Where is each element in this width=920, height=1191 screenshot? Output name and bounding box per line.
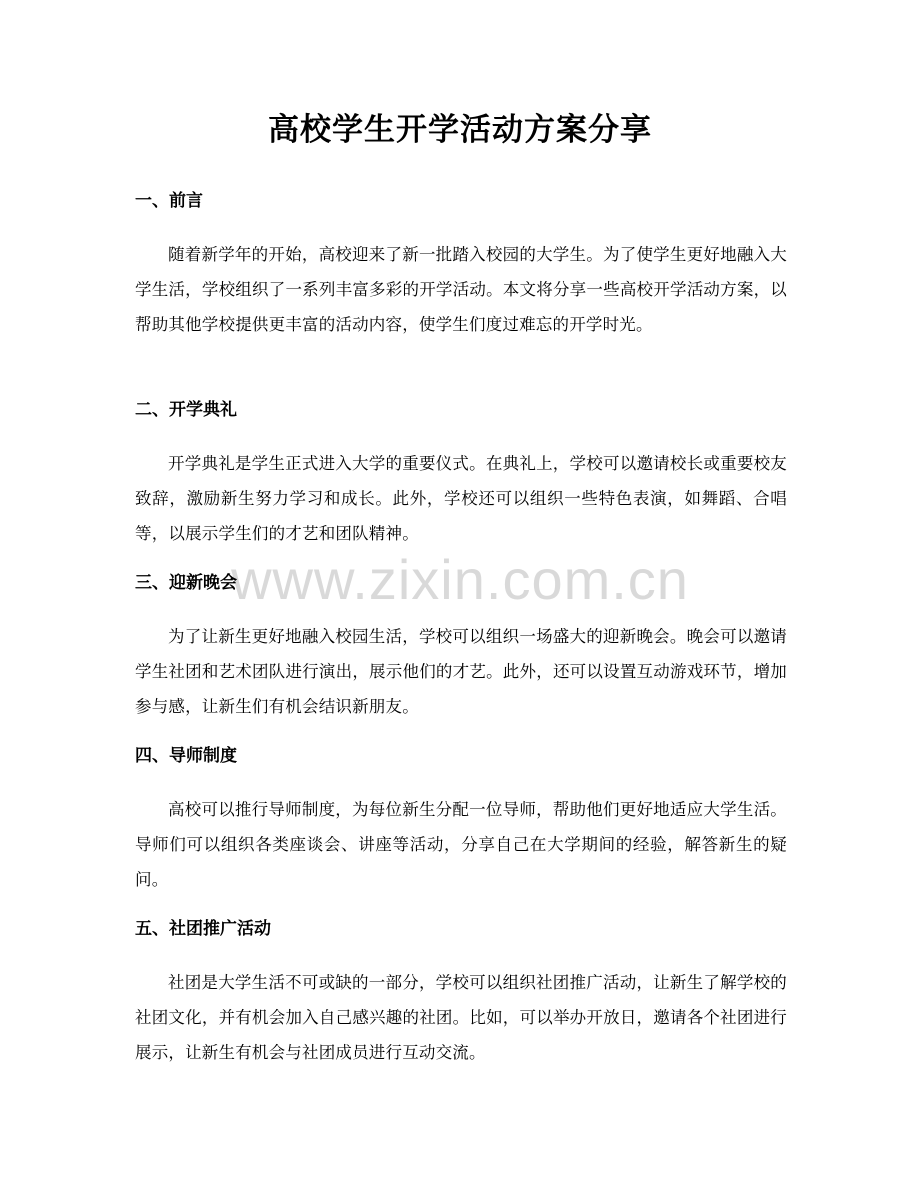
section-paragraph: 为了让新生更好地融入校园生活，学校可以组织一场盛大的迎新晚会。晚会可以邀请学生社团和艺术团队进行演出，展示他们的才艺。此外，还可以设置互动游戏环节，增加参与感，让新生们有机会结识新朋友。 [135, 627, 787, 716]
document-title: 高校学生开学活动方案分享 [268, 112, 652, 148]
section-heading: 五、社团推广活动 [135, 919, 271, 939]
section-opening-ceremony [135, 397, 787, 551]
section-heading: 一、前言 [135, 191, 203, 211]
section-heading: 三、迎新晚会 [135, 573, 237, 593]
section-heading: 二、开学典礼 [135, 400, 237, 420]
watermark: www.zixin.com.cn [231, 548, 689, 611]
section-paragraph: 随着新学年的开始，高校迎来了新一批踏入校园的大学生。为了使学生更好地融入大学生活，学校组织了一系列丰富多彩的开学活动。本文将分享一些高校开学活动方案，以帮助其他学校提供更丰富的活动内容，使学生们度过难忘的开学时光。 [135, 245, 787, 334]
section-mentor-system [135, 743, 787, 897]
section-paragraph: 高校可以推行导师制度，为每位新生分配一位导师，帮助他们更好地适应大学生活。导师们可以组织各类座谈会、讲座等活动，分享自己在大学期间的经验，解答新生的疑问。 [135, 800, 787, 889]
section-club-promotion [135, 916, 787, 1070]
section-paragraph: 开学典礼是学生正式进入大学的重要仪式。在典礼上，学校可以邀请校长或重要校友致辞，激励新生努力学习和成长。此外，学校还可以组织一些特色表演，如舞蹈、合唱等，以展示学生们的才艺和团队精神。 [135, 454, 787, 543]
section-heading: 四、导师制度 [135, 746, 237, 766]
section-preface [135, 188, 787, 342]
section-paragraph: 社团是大学生活不可或缺的一部分，学校可以组织社团推广活动，让新生了解学校的社团文化，并有机会加入自己感兴趣的社团。比如，可以举办开放日，邀请各个社团进行展示，让新生有机会与社团成员进行互动交流。 [135, 973, 787, 1062]
section-welcome-party [135, 570, 787, 724]
